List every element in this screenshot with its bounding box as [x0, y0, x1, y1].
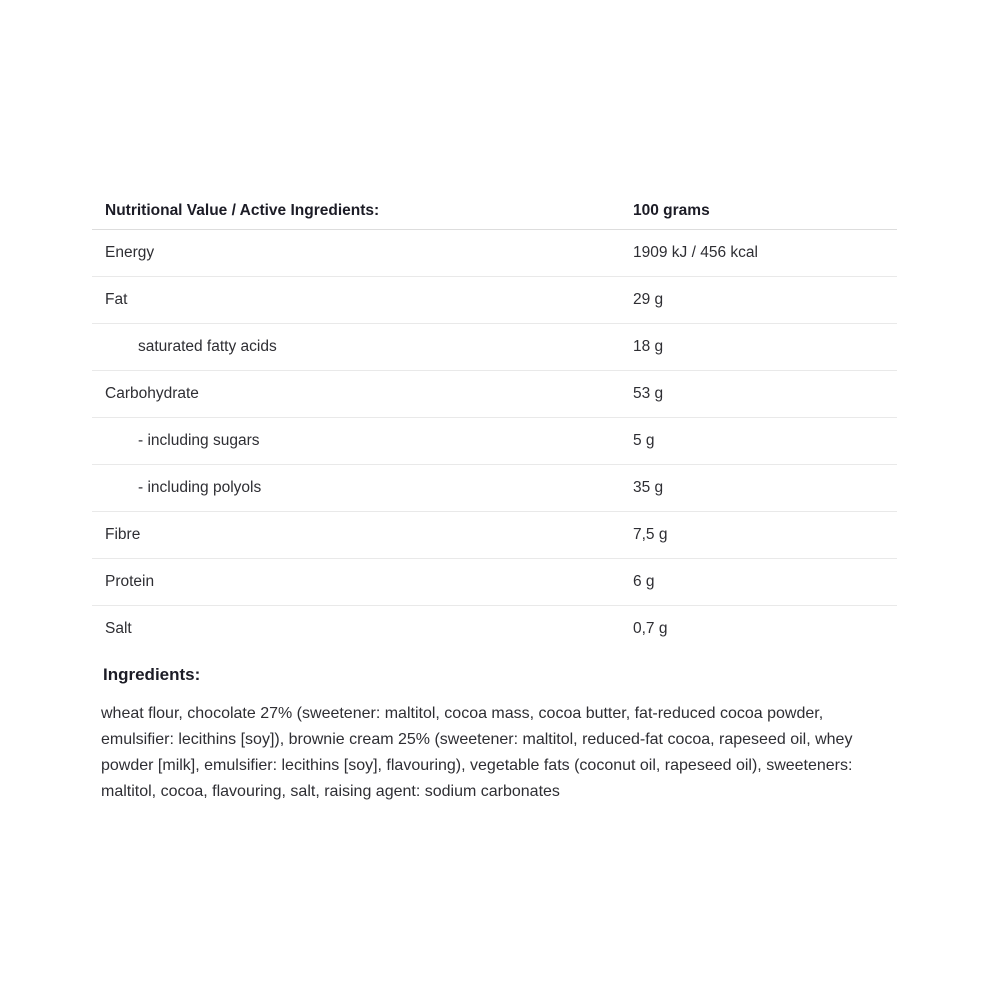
ingredients-section: [92, 665, 894, 805]
row-label: Salt: [105, 620, 132, 637]
row-value: 35 g: [633, 479, 664, 496]
nutrition-header-label: Nutritional Value / Active Ingredients:: [105, 201, 380, 219]
table-row-protein: [92, 559, 897, 606]
row-label: - including polyols: [138, 479, 262, 496]
table-row-including-polyols: [92, 465, 897, 512]
row-value: 29 g: [633, 291, 664, 308]
table-row-fibre: [92, 512, 897, 559]
row-label: - including sugars: [138, 432, 260, 449]
nutrition-table-header-row: [92, 192, 897, 230]
row-value: 5 g: [633, 432, 655, 449]
row-label: saturated fatty acids: [138, 338, 277, 355]
row-label: Fibre: [105, 526, 141, 543]
row-value: 1909 kJ / 456 kcal: [633, 244, 758, 261]
row-label: Fat: [105, 291, 128, 308]
table-row-saturated-fatty-acids: [92, 324, 897, 371]
row-label: Carbohydrate: [105, 385, 199, 402]
row-value: 6 g: [633, 573, 655, 590]
row-value: 18 g: [633, 338, 664, 355]
row-label: Protein: [105, 573, 155, 590]
nutrition-table: [92, 192, 897, 652]
row-value: 53 g: [633, 385, 664, 402]
row-value: 7,5 g: [633, 526, 668, 543]
table-row-including-sugars: [92, 418, 897, 465]
ingredients-heading: Ingredients:: [103, 665, 201, 684]
table-row-salt: [92, 606, 897, 652]
row-value: 0,7 g: [633, 620, 668, 637]
nutrition-header-amount: 100 grams: [633, 201, 710, 219]
table-row-fat: [92, 277, 897, 324]
table-row-energy: [92, 230, 897, 277]
ingredients-text: wheat flour, chocolate 27% (sweetener: maltitol, cocoa mass, cocoa butter, fat-reduced cocoa powder, emulsifier: lecithins [soy]), brownie cream 25% (sweetener: maltitol, reduced-fat cocoa, rapeseed oil, whey powder [milk], emulsifier: lecithins [soy], flavouring), vegetable fats (coconut oil, rapeseed oil), sweeteners: maltitol, cocoa, flavouring, salt, raising agent: sodium carbonates: [101, 705, 853, 800]
table-row-carbohydrate: [92, 371, 897, 418]
row-label: Energy: [105, 244, 155, 261]
